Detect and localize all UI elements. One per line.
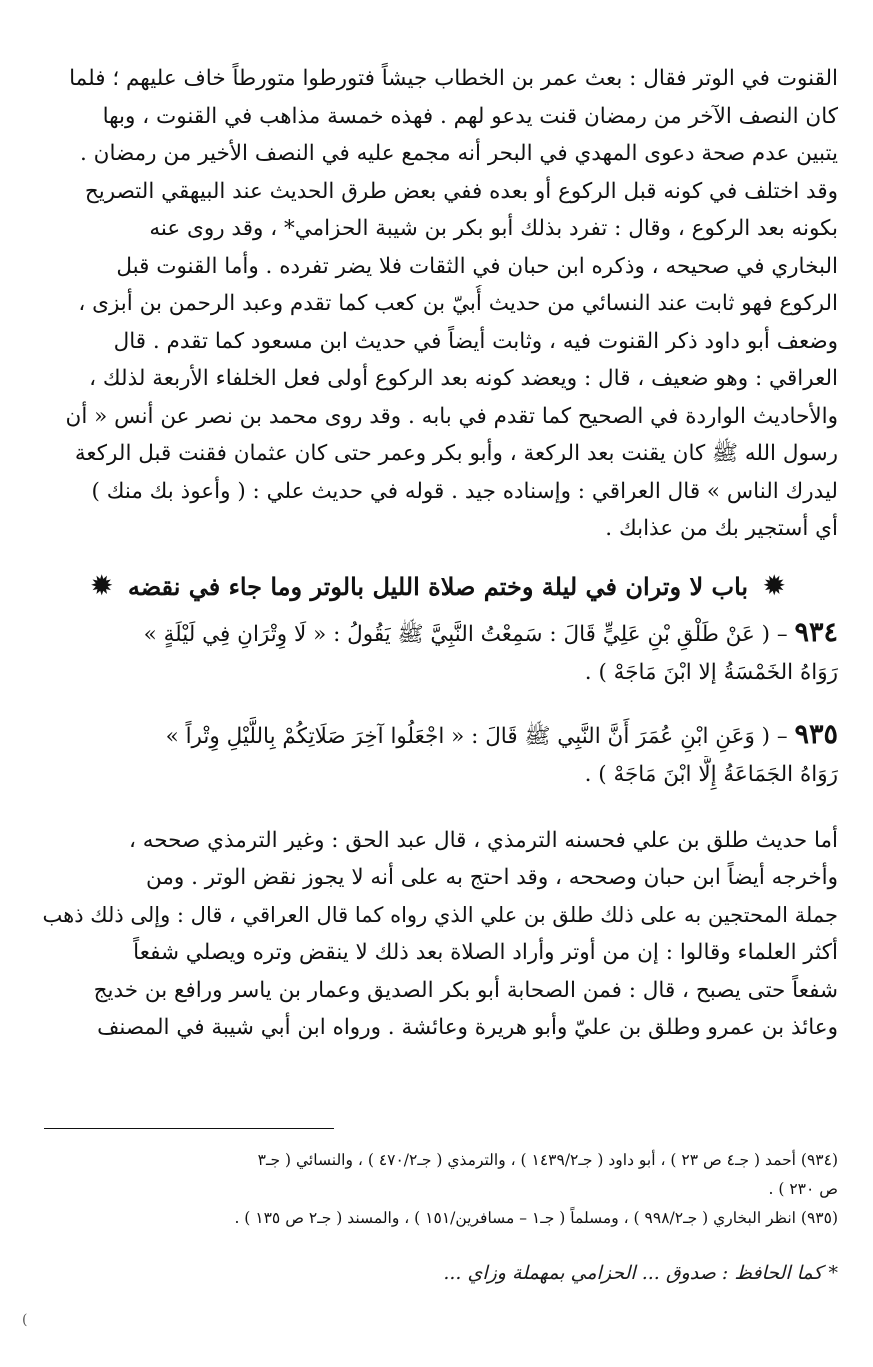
hadith-935 xyxy=(38,716,838,794)
text-line: بكونه بعد الركوع ، وقال : تفرد بذلك أبو بكر بن شيبة الحزامي* ، وقد روى عنه xyxy=(149,216,838,241)
text-line: جملة المحتجين به على ذلك طلق بن علي الذي رواه كما قال العراقي ، قال : وإلى ذلك ذهب xyxy=(42,902,838,927)
hadith-934 xyxy=(38,614,838,692)
footnote-line: (٩٣٤) أحمد ( جـ٤ ص ٢٣ ) ، أبو داود ( جـ١٤٣٩/٢ ) ، والترمذي ( جـ٤٧٠/٢ ) ، والنسائي ( جـ٣ xyxy=(257,1151,838,1169)
hadith-line xyxy=(38,716,838,756)
page-body xyxy=(38,60,838,1047)
text-line: وأخرجه أيضاً ابن حبان وصححه ، وقد احتج به على أنه لا يجوز نقض الوتر . ومن xyxy=(146,865,838,890)
text-line: أما حديث طلق بن علي فحسنه الترمذي ، قال عبد الحق : وغير الترمذي صححه ، xyxy=(129,827,838,853)
chapter-heading-text: باب لا وتران في ليلة وختم صلاة الليل بالوتر وما جاء في نقضه xyxy=(127,571,749,601)
hadith-text: – ( عَنْ طَلْقِ بْنِ عَلِيٍّ قَالَ : سَمِعْتُ النَّبِيَّ ﷺ يَقُولُ : « لَا وِتْرَانِ فِي لَيْلَةٍ » xyxy=(143,621,788,647)
footnote-line: ص ٢٣٠ ) . xyxy=(768,1180,838,1198)
text-line: كان النصف الآخر من رمضان قنت يدعو لهم . فهذه خمسة مذاهب في القنوت ، وبها xyxy=(102,103,838,129)
text-line: أكثر العلماء وقالوا : إن من أوتر وأراد الصلاة بعد ذلك لا ينقض وتره ويصلي شفعاً xyxy=(133,940,838,965)
text-line: القنوت في الوتر فقال : بعث عمر بن الخطاب جيشاً فتورطوا متورطاً خاف عليهم ؛ فلما xyxy=(69,66,838,91)
text-line: وقد اختلف في كونه قبل الركوع أو بعده ففي بعض طرق الحديث عند البيهقي التصريح xyxy=(84,178,838,204)
hadith-line: رَوَاهُ الجَمَاعَةُ إِلَّا ابْنَ مَاجَهْ ) . xyxy=(584,761,838,787)
text-line: الركوع فهو ثابت عند النسائي من حديث أُبيّ بن كعب كما تقدم وعبد الرحمن بن أبزى ، xyxy=(78,291,838,316)
text-line: أي أستجير بك من عذابك . xyxy=(605,516,838,541)
chapter-heading xyxy=(38,564,838,608)
footnote-line: (٩٣٥) انظر البخاري ( جـ٩٩٨/٢ ) ، ومسلماً ( جـ١ – مسافرين/١٥١ ) ، والمسند ( جـ٢ ص ١٣٥ ) . xyxy=(234,1209,838,1227)
text-line: والأحاديث الواردة في الصحيح كما تقدم في بابه . وقد روى محمد بن نصر عن أنس « أن xyxy=(65,403,838,429)
commentary-bottom xyxy=(38,822,838,1047)
text-line: وضعف أبو داود ذكر القنوت فيه ، وثابت أيضاً في حديث ابن مسعود كما تقدم . قال xyxy=(113,328,838,354)
hadith-line xyxy=(38,614,838,654)
text-line: البخاري في صحيحه ، وذكره ابن حبان في الثقات فلا يضر تفرده . وأما القنوت قبل xyxy=(116,253,838,279)
hadith-line: رَوَاهُ الخَمْسَةُ إلا ابْنَ مَاجَهْ ) . xyxy=(584,659,838,685)
footnotes xyxy=(38,1146,838,1233)
text-line: ليدرك الناس » قال العراقي : وإسناده جيد . قوله في حديث علي : ( وأعوذ بك منك ) xyxy=(91,478,838,504)
star-ornament-icon: ✹ xyxy=(762,568,786,602)
text-line: العراقي : وهو ضعيف ، قال : ويعضد كونه بعد الركوع أولى فعل الخلفاء الأربعة لذلك ، xyxy=(89,366,838,391)
hadith-number: ٩٣٥ xyxy=(794,718,838,750)
star-ornament-icon: ✹ xyxy=(90,568,114,602)
hadith-text: – ( وَعَنِ ابْنِ عُمَرَ أَنَّ النَّبِي ﷺ قَالَ : « اجْعَلُوا آخِرَ صَلَاتِكُمْ بِاللَّيْلِ وِتْراً » xyxy=(165,723,788,749)
text-line: وعائذ بن عمرو وطلق بن عليّ وأبو هريرة وعائشة . ورواه ابن أبي شيبة في المصنف xyxy=(97,1015,838,1040)
commentary-top xyxy=(38,60,838,548)
text-line: رسول الله ﷺ كان يقنت بعد الركعة ، وأبو بكر وعمر حتى كان عثمان فقنت قبل الركعة xyxy=(74,441,838,466)
text-line: شفعاً حتى يصبح ، قال : فمن الصحابة أبو بكر الصديق وعمار بن ياسر ورافع بن خديج xyxy=(93,977,838,1003)
handwritten-note: * كما الحافظ : صدوق ... الحزامي بمهملة وزاي ... xyxy=(443,1262,838,1284)
text-line: يتبين عدم صحة دعوى المهدي في البحر أنه مجمع عليه في النصف الأخير من رمضان . xyxy=(80,141,838,166)
margin-mark: ( xyxy=(22,1312,28,1328)
footnote-divider xyxy=(44,1128,334,1129)
hadith-number: ٩٣٤ xyxy=(794,616,838,648)
